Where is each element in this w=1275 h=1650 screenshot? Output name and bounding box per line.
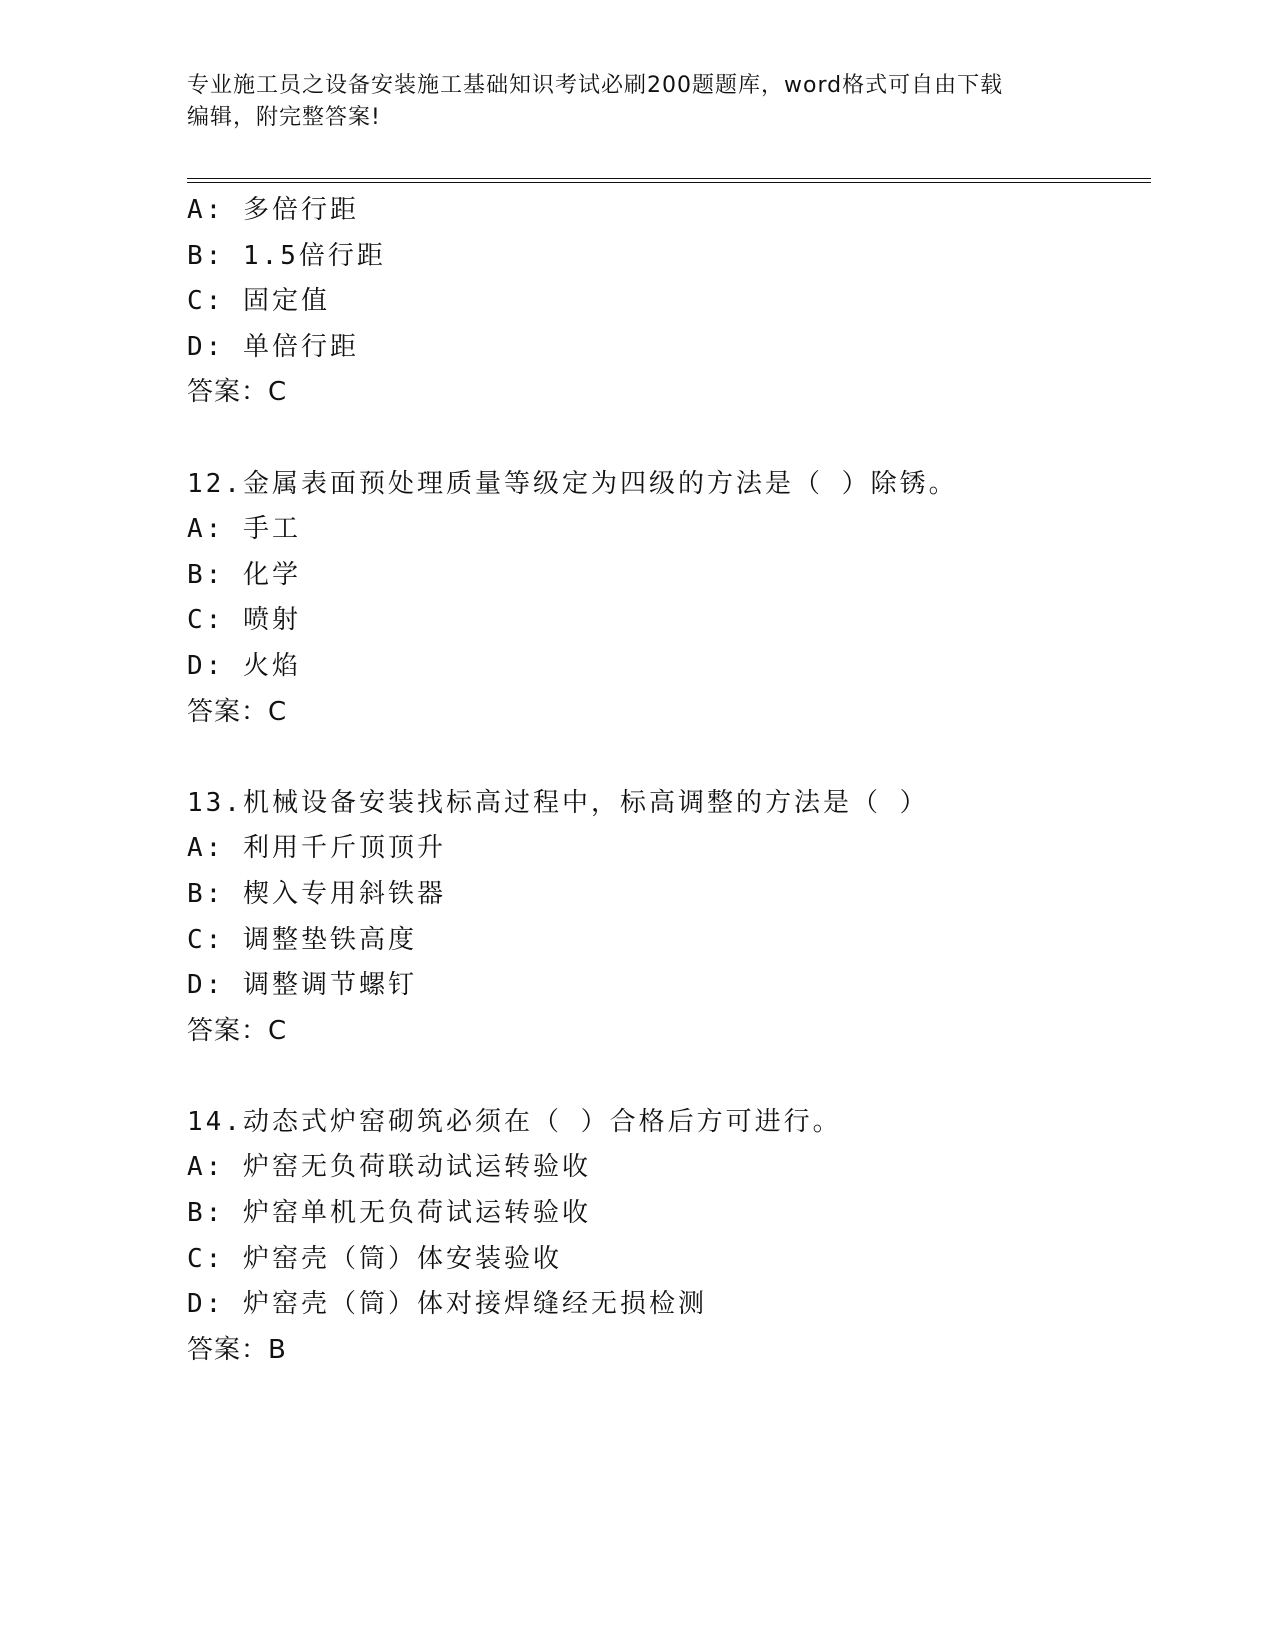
question-stem: 13.机械设备安装找标高过程中，标高调整的方法是（ ） xyxy=(187,787,929,818)
option-c: C: 固定值 xyxy=(187,286,330,317)
question-block-12 xyxy=(187,462,1151,736)
question-block-14 xyxy=(187,1100,1151,1374)
answer-line: 答案：C xyxy=(187,696,288,727)
spacer xyxy=(187,416,1151,462)
answer-line: 答案：B xyxy=(187,1334,287,1365)
header-divider-top xyxy=(187,178,1151,179)
header-title-line-2: 编辑，附完整答案! xyxy=(187,105,381,130)
option-b: B: 1.5倍行距 xyxy=(187,240,386,271)
document-header xyxy=(187,70,1067,134)
answer-line: 答案：C xyxy=(187,377,288,408)
option-d: D: 调整调节螺钉 xyxy=(187,970,417,1001)
question-block-13 xyxy=(187,781,1151,1055)
option-b: B: 化学 xyxy=(187,559,301,590)
option-d: D: 火焰 xyxy=(187,650,301,681)
question-stem: 12.金属表面预处理质量等级定为四级的方法是（ ）除锈。 xyxy=(187,468,958,499)
spacer xyxy=(187,735,1151,781)
answer-line: 答案：C xyxy=(187,1015,288,1046)
option-a: A: 手工 xyxy=(187,514,301,545)
header-title-line-1: 专业施工员之设备安装施工基础知识考试必刷200题题库，word格式可自由下载 xyxy=(187,73,1004,98)
question-block-partial xyxy=(187,188,1151,416)
header-divider-bottom xyxy=(187,182,1151,183)
spacer xyxy=(187,1054,1151,1100)
option-c: C: 喷射 xyxy=(187,605,301,636)
option-b: B: 炉窑单机无负荷试运转验收 xyxy=(187,1198,591,1229)
option-d: D: 炉窑壳（筒）体对接焊缝经无损检测 xyxy=(187,1289,707,1320)
question-list xyxy=(187,188,1151,1373)
option-b: B: 楔入专用斜铁器 xyxy=(187,878,446,909)
question-stem: 14.动态式炉窑砌筑必须在（ ）合格后方可进行。 xyxy=(187,1106,842,1137)
option-c: C: 调整垫铁高度 xyxy=(187,924,417,955)
option-a: A: 炉窑无负荷联动试运转验收 xyxy=(187,1152,591,1183)
option-a: A: 利用千斤顶顶升 xyxy=(187,833,446,864)
option-c: C: 炉窑壳（筒）体安装验收 xyxy=(187,1243,562,1274)
option-a: A: 多倍行距 xyxy=(187,195,359,225)
option-d: D: 单倍行距 xyxy=(187,331,359,362)
